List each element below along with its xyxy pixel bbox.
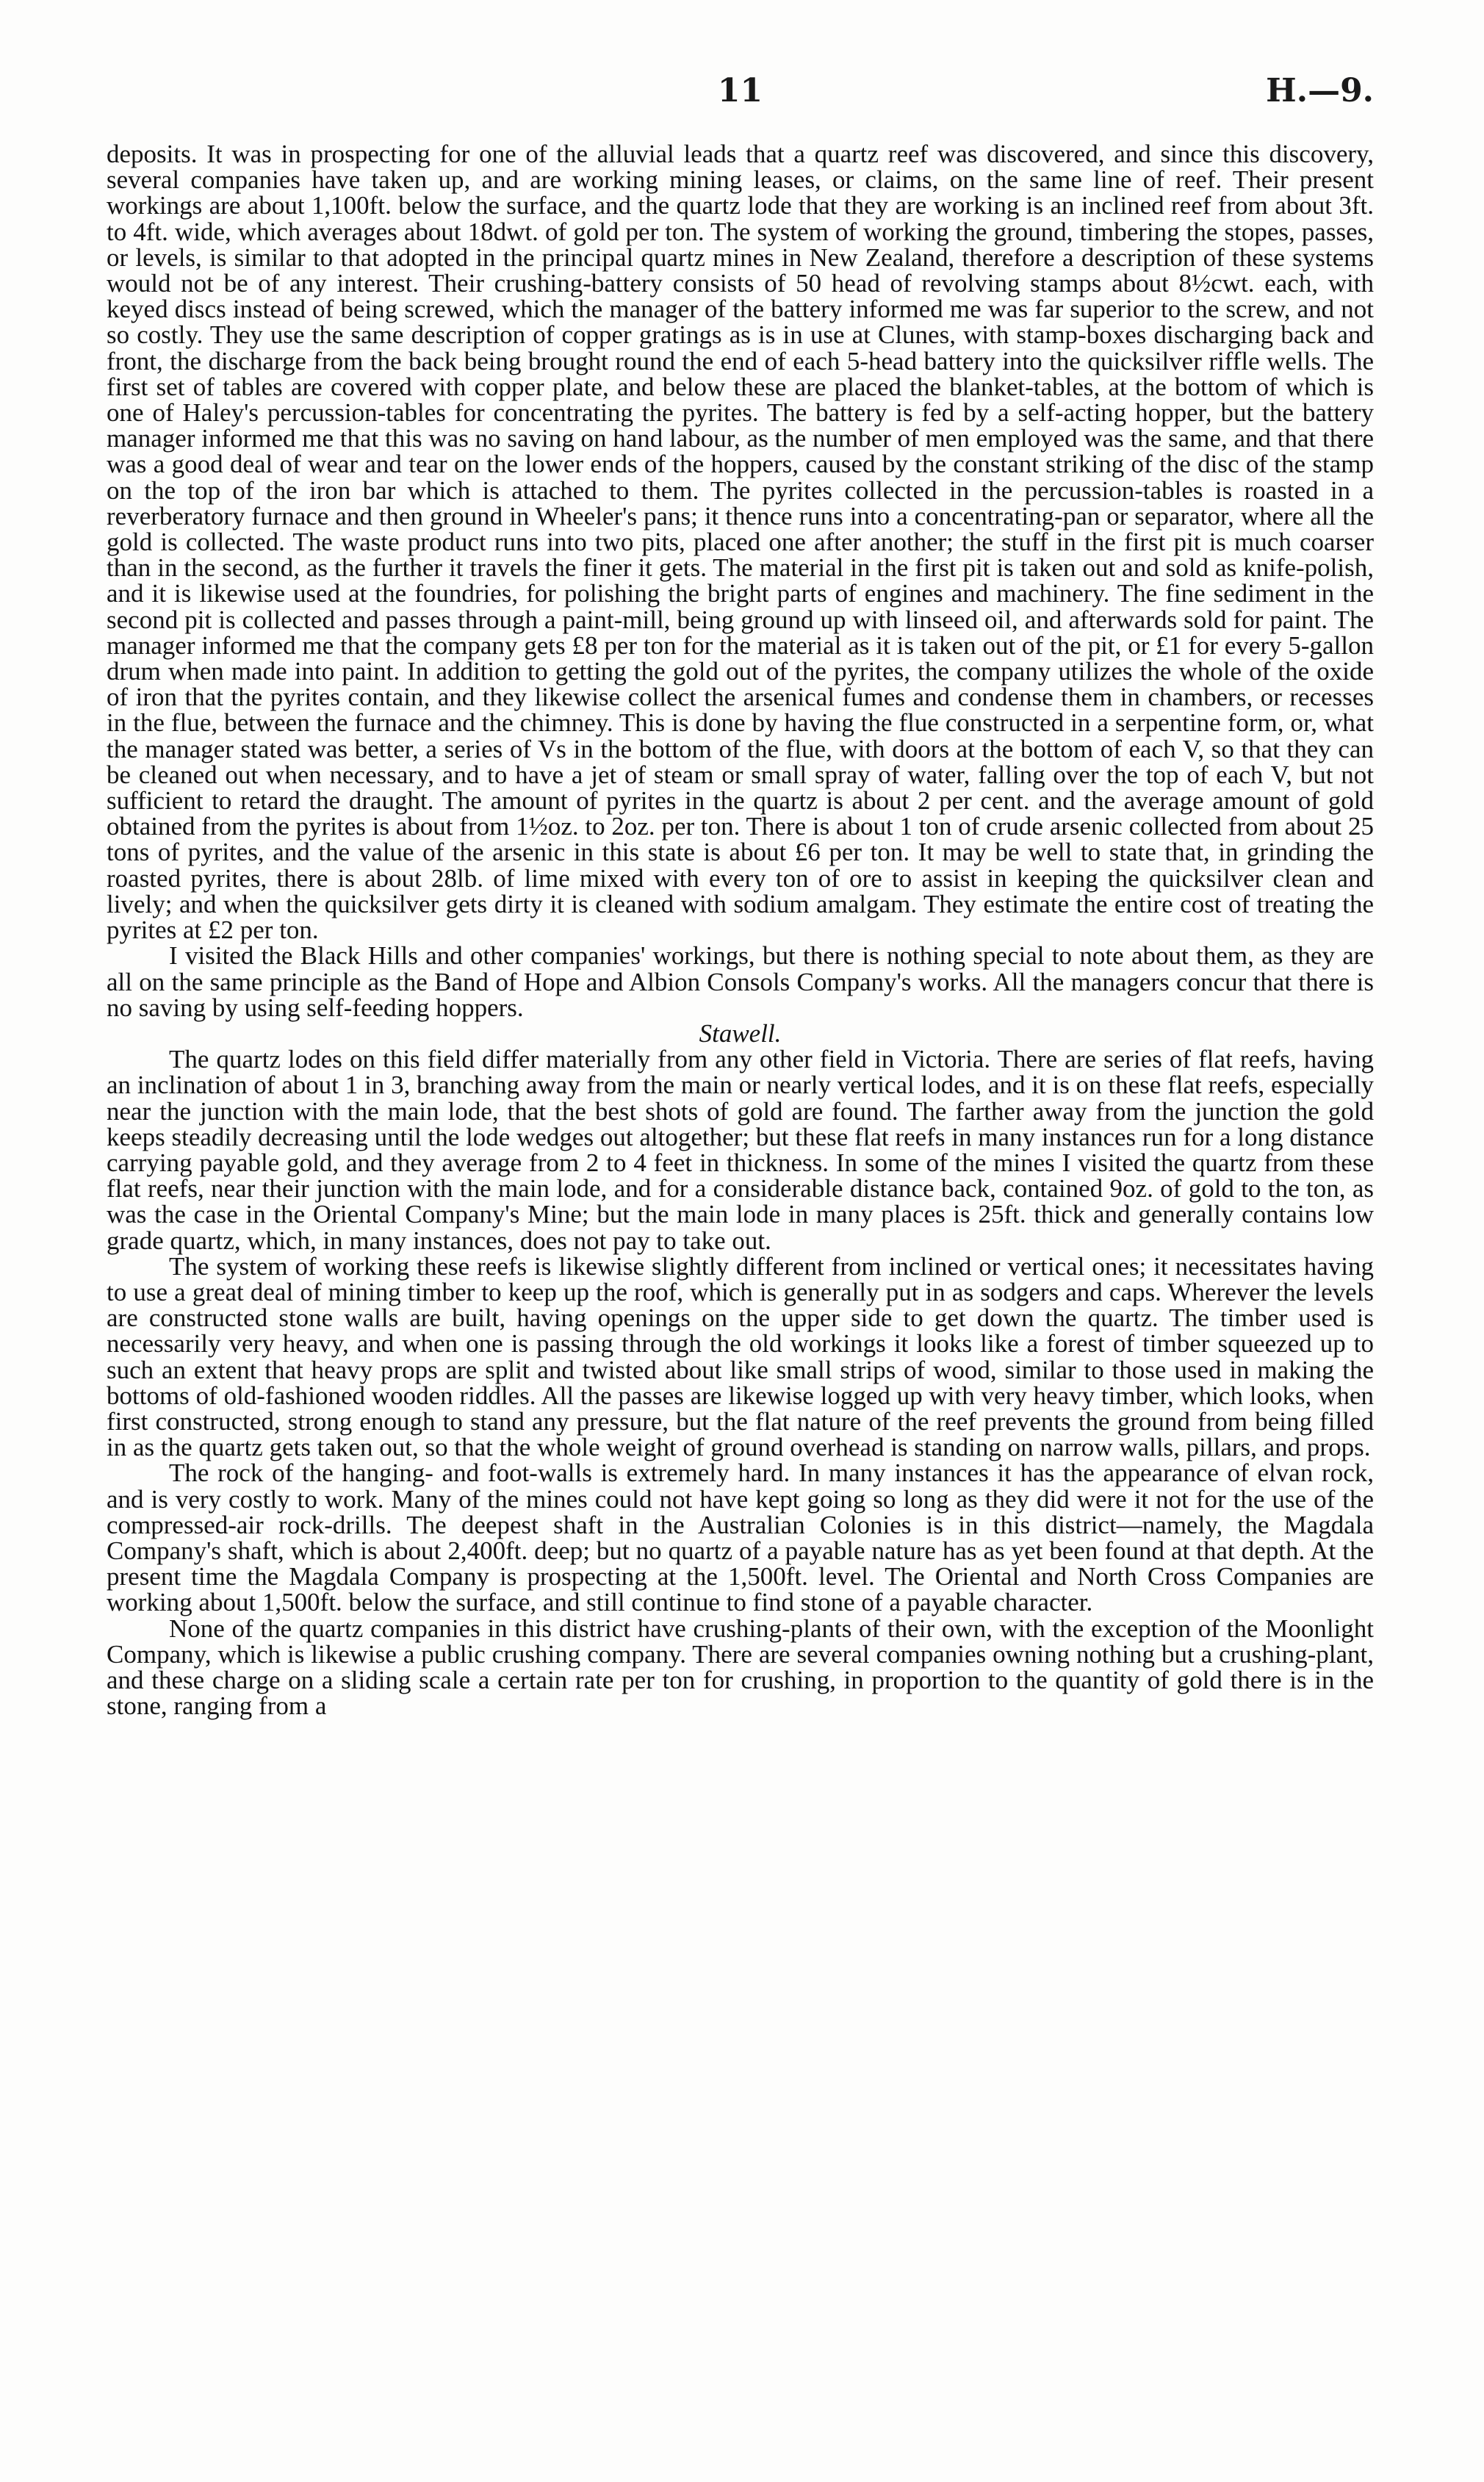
- paragraph-continuation: deposits. It was in prospecting for one of the alluvial leads that a quartz reef was discovered, and since this discovery, several companies have taken up, and are working mining leases, or claims, on the same line of reef. Their present workings are about 1,100ft. below the surface, and the quartz lode that they are working is an inclined reef from about 3ft. to 4ft. wide, which averages about 18dwt. of gold per ton. The system of working the ground, timbering the stopes, passes, or levels, is similar to that adopted in the principal quartz mines in New Zealand, therefore a description of these systems would not be of any interest. Their crushing-battery consists of 50 head of revolving stamps about 8½cwt. each, with keyed discs instead of being screwed, which the manager of the battery informed me was far superior to the screw, and not so costly. They use the same description of copper gratings as is in use at Clunes, with stamp-boxes discharging back and front, the discharge from the back being brought round the end of each 5-head battery into the quicksilver riffle wells. The first set of tables are covered with copper plate, and below these are placed the blanket-tables, at the bottom of which is one of Haley's percussion-tables for concentrating the pyrites. The battery is fed by a self-acting hopper, but the battery manager informed me that this was no saving on hand labour, as the number of men employed was the same, and that there was a good deal of wear and tear on the lower ends of the hoppers, caused by the constant striking of the disc of the stamp on the top of the iron bar which is attached to them. The pyrites collected in the percussion-tables is roasted in a reverberatory furnace and then ground in Wheeler's pans; it thence runs into a concentrating-pan or separator, where all the gold is collected. The waste product runs into two pits, placed one after another; the stuff in the first pit is much coarser than in the second, as the further it travels the finer it gets. The material in the first pit is taken out and sold as knife-polish, and it is likewise used at the foundries, for polishing the bright parts of engines and machinery. The fine sediment in the second pit is collected and passes through a paint-mill, being ground up with linseed oil, and afterwards sold for paint. The manager informed me that the company gets £8 per ton for the material as it is taken out of the pit, or £1 for every 5-gallon drum when made into paint. In addition to getting the gold out of the pyrites, the company utilizes the whole of the oxide of iron that the pyrites contain, and they likewise collect the arsenical fumes and condense them in chambers, or recesses in the flue, between the furnace and the chimney. This is done by having the flue constructed in a serpentine form, or, what the manager stated was better, a series of Vs in the bottom of the flue, with doors at the bottom of each V, so that they can be cleaned out when necessary, and to have a jet of steam or small spray of water, falling over the top of each V, but not sufficient to retard the draught. The amount of pyrites in the quartz is about 2 per cent. and the average amount of gold obtained from the pyrites is about from 1½oz. to 2oz. per ton. There is about 1 ton of crude arsenic collected from about 25 tons of pyrites, and the value of the arsenic in this state is about £6 per ton. It may be well to state that, in grinding the roasted pyrites, there is about 28lb. of lime mixed with every ton of ore to assist in keeping the quicksilver clean and lively; and when the quicksilver gets dirty it is cleaned with sodium amalgam. They estimate the entire cost of treating the pyrites at £2 per ton.: [107, 140, 1374, 945]
- page-number: 11: [717, 72, 763, 109]
- paragraph: The system of working these reefs is likewise slightly different from inclined or vertical ones; it necessitates having to use a great deal of mining timber to keep up the roof, which is generally put in as sodgers and caps. Wherever the levels are constructed stone walls are built, having openings on the upper side to get down the quartz. The timber used is necessarily very heavy, and when one is passing through the old workings it looks like a forest of timber squeezed up to such an extent that heavy props are split and twisted about like small strips of wood, similar to those used in making the bottoms of old-fashioned wooden riddles. All the passes are likewise logged up with very heavy timber, which looks, when first constructed, strong enough to stand any pressure, but the flat nature of the reef prevents the ground from being filled in as the quartz gets taken out, so that the whole weight of ground overhead is standing on narrow walls, pillars, and props.: [107, 1251, 1374, 1462]
- paragraph: The quartz lodes on this field differ materially from any other field in Victoria. There are series of flat reefs, having an inclination of about 1 in 3, branching away from the main or nearly vertical lodes, and it is on these flat reefs, especially near the junction with the main lode, that the best shots of gold are found. The farther away from the junction the gold keeps steadily decreasing until the lode wedges out altogether; but these flat reefs in many instances run for a long distance carrying payable gold, and they average from 2 to 4 feet in thickness. In some of the mines I visited the quartz from these flat reefs, near their junction with the main lode, and for a considerable distance back, contained 9oz. of gold to the ton, as was the case in the Oriental Company's Mine; but the main lode in many places is 25ft. thick and generally contains low grade quartz, which, in many instances, does not pay to take out.: [107, 1045, 1374, 1255]
- section-heading: Stawell.: [699, 1018, 782, 1048]
- body-text: [107, 141, 1374, 1719]
- paragraph: The rock of the hanging- and foot-walls is extremely hard. In many instances it has the appearance of elvan rock, and is very costly to work. Many of the mines could not have kept going so long as they did were it not for the use of the compressed-air rock-drills. The deepest shaft in the Australian Colonies is in this district—namely, the Magdala Company's shaft, which is about 2,400ft. deep; but no quartz of a payable nature has as yet been found at that depth. At the present time the Magdala Company is prospecting at the 1,500ft. level. The Oriental and North Cross Companies are working about 1,500ft. below the surface, and still continue to find stone of a payable character.: [107, 1458, 1374, 1617]
- paragraph: None of the quartz companies in this district have crushing-plants of their own, with the exception of the Moonlight Company, which is likewise a public crushing company. There are several companies owning nothing but a crushing-plant, and these charge on a sliding scale a certain rate per ton for crushing, in proportion to the quantity of gold there is in the stone, ranging from a: [107, 1614, 1374, 1721]
- paragraph: I visited the Black Hills and other companies' workings, but there is nothing special to note about them, as they are all on the same principle as the Band of Hope and Albion Consols Company's works. All the managers concur that there is no saving by using self-feeding hoppers.: [107, 941, 1374, 1022]
- page-header: [107, 72, 1374, 116]
- document-code: H.—9.: [1266, 72, 1374, 109]
